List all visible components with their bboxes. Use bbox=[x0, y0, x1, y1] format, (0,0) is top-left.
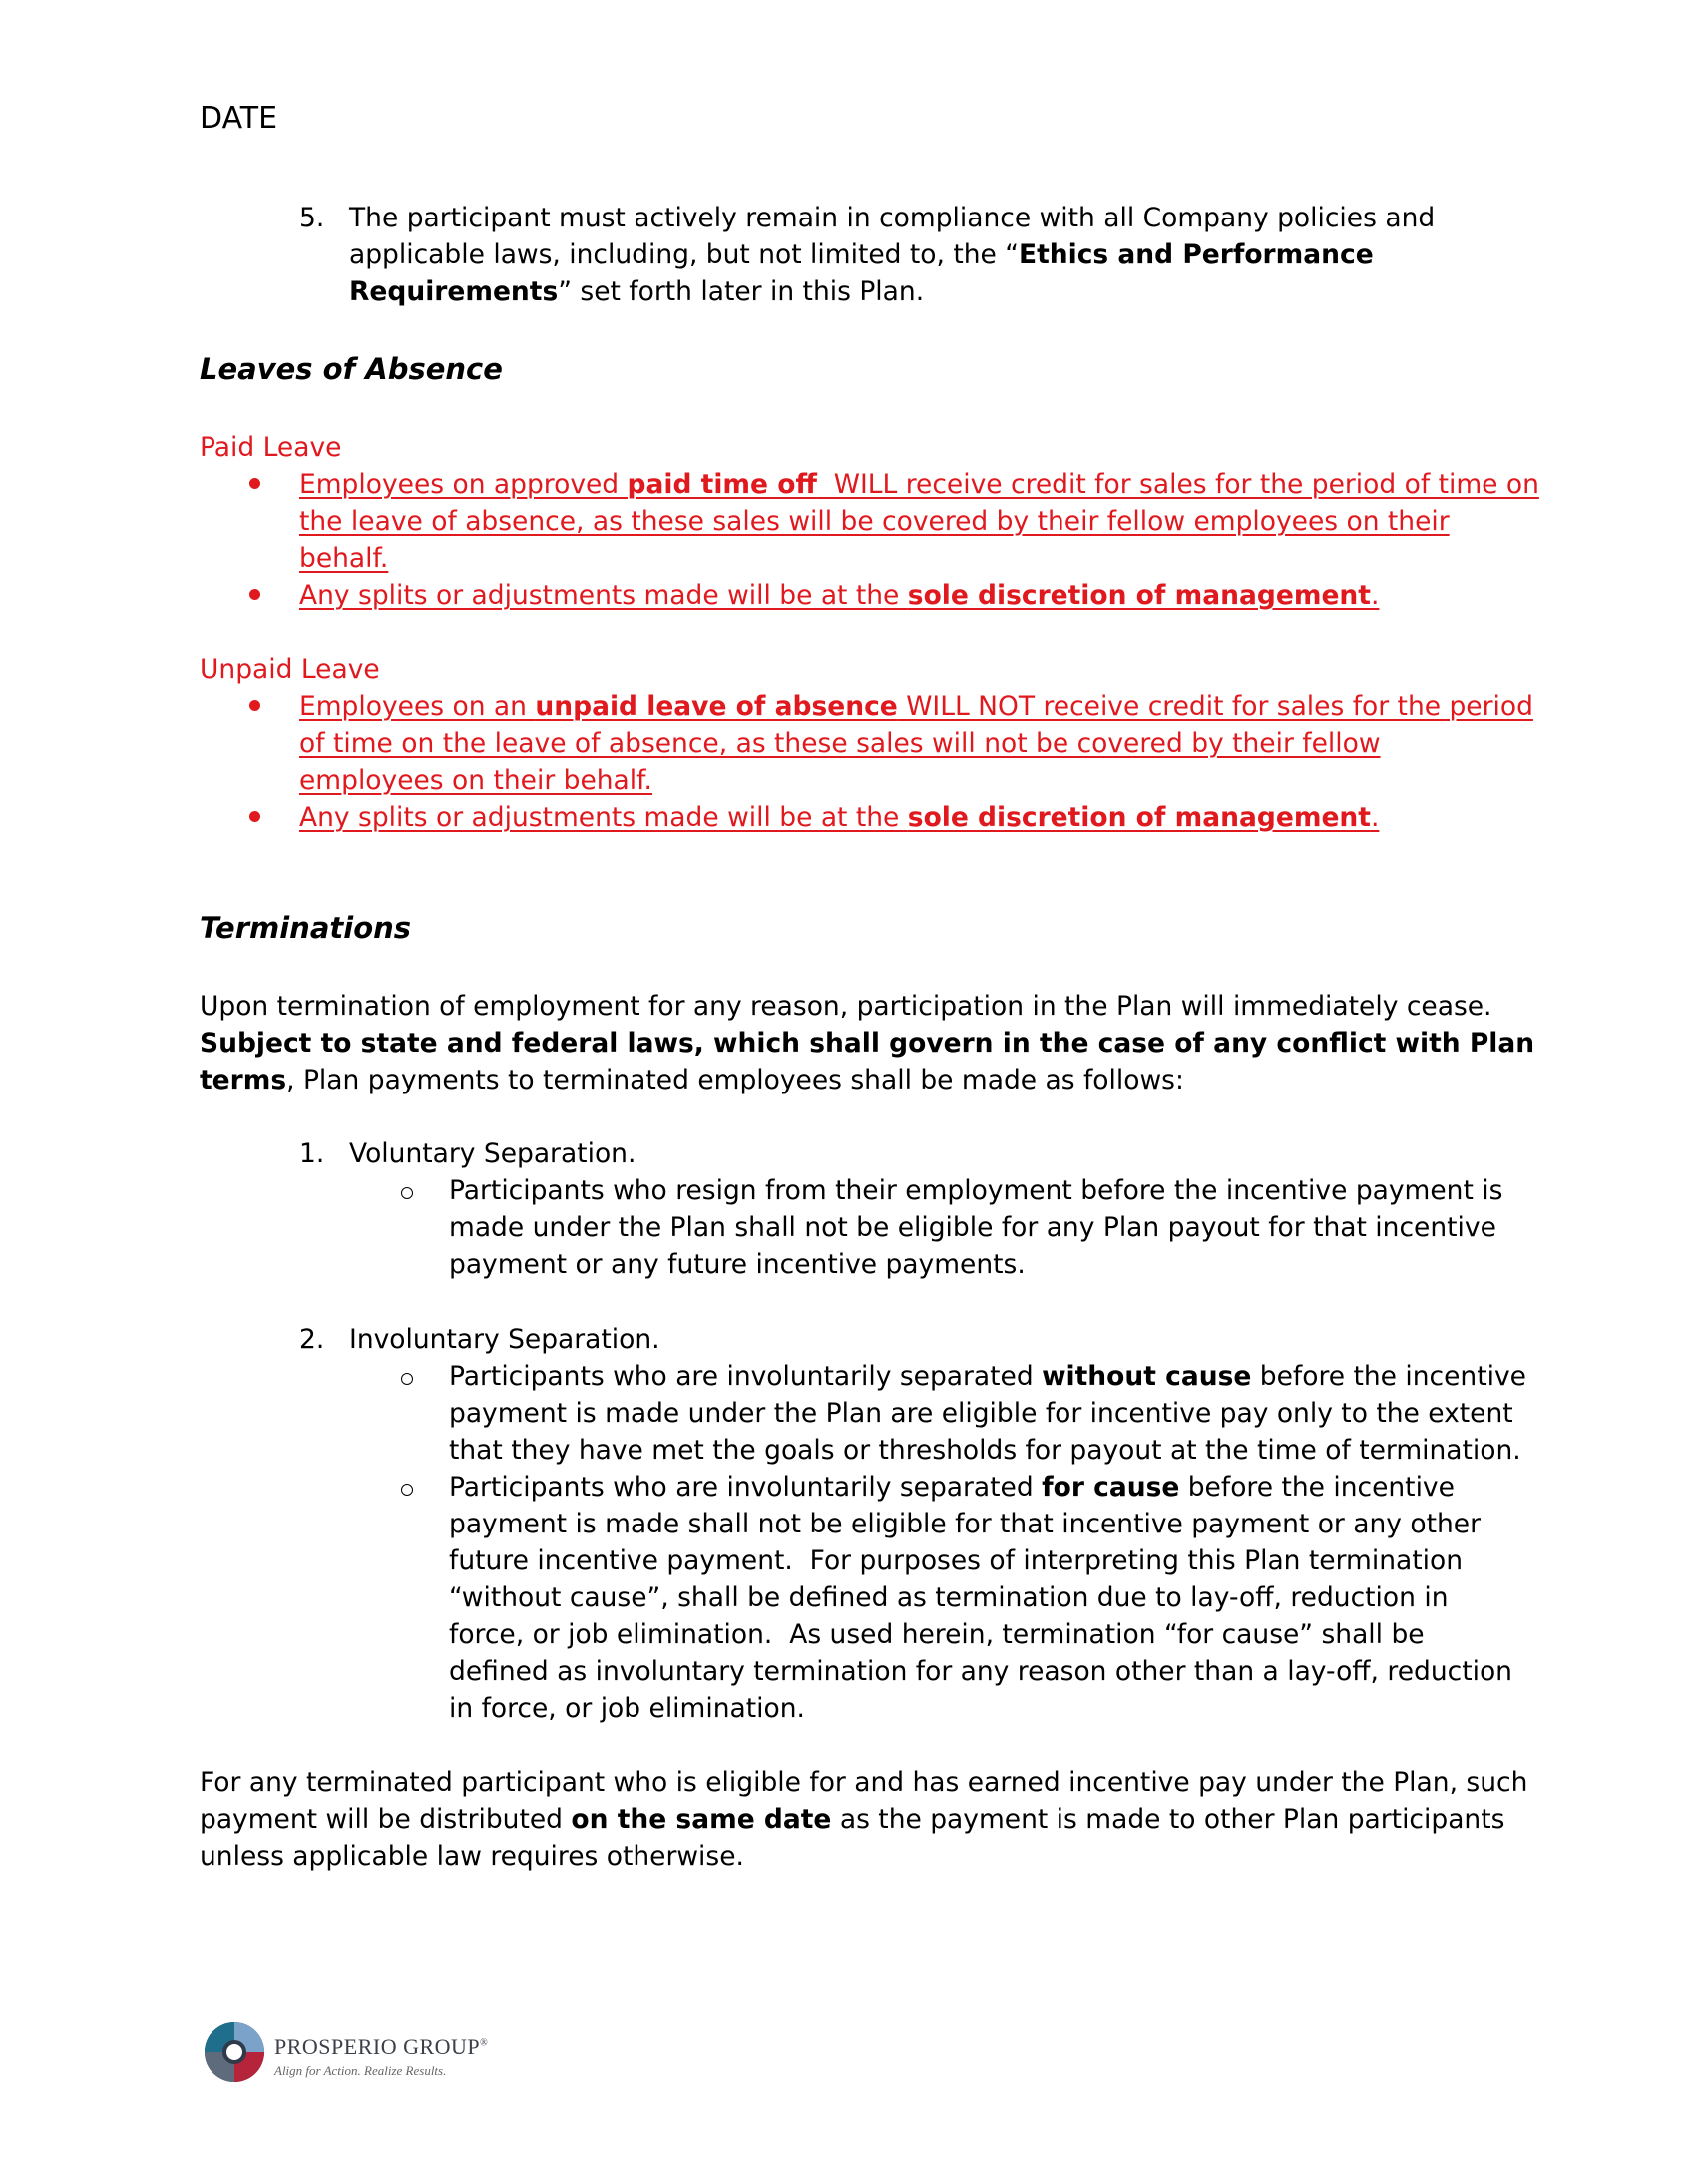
ethics-requirements-bold-1: Ethics and Performance bbox=[1018, 239, 1374, 270]
for-cause-line-6: defined as involuntary termination for any reason other than a lay-off, reduction bbox=[449, 1656, 1512, 1687]
unpaid-leave-bullet-2: Any splits or adjustments made will be at the sole discretion of management. bbox=[299, 802, 1380, 833]
bullet-icon bbox=[249, 700, 260, 711]
without-cause-line-2: payment is made under the Plan are eligible for incentive pay only to the extent bbox=[449, 1398, 1513, 1429]
terminations-intro-line-1: Upon termination of employment for any reason, participation in the Plan will immediately cease. bbox=[200, 991, 1492, 1022]
paid-leave-bullet-1-line-3: behalf. bbox=[299, 543, 389, 574]
voluntary-title: Voluntary Separation. bbox=[349, 1138, 636, 1169]
circle-bullet-icon bbox=[401, 1484, 413, 1496]
item-5-line-2: applicable laws, including, but not limited to, the “Ethics and Performance bbox=[349, 239, 1374, 270]
terminations-intro-line-2: Subject to state and federal laws, which shall govern in the case of any conflict with Plan bbox=[200, 1028, 1535, 1059]
unpaid-leave-bullet-1-line-1: Employees on an unpaid leave of absence WILL NOT receive credit for sales for the period bbox=[299, 691, 1533, 722]
closing-line-3: unless applicable law requires otherwise. bbox=[200, 1841, 744, 1872]
terminations-intro-line-3: terms, Plan payments to terminated employees shall be made as follows: bbox=[200, 1065, 1184, 1095]
for-cause-line-7: in force, or job elimination. bbox=[449, 1693, 805, 1724]
paid-leave-bullet-2: Any splits or adjustments made will be at the sole discretion of management. bbox=[299, 580, 1380, 611]
terminations-heading: Terminations bbox=[200, 911, 412, 945]
involuntary-number: 2. bbox=[299, 1324, 325, 1355]
for-cause-line-1: Participants who are involuntarily separated for cause before the incentive bbox=[449, 1472, 1455, 1503]
closing-line-1: For any terminated participant who is eligible for and has earned incentive pay under the Plan, such bbox=[200, 1767, 1528, 1798]
involuntary-title: Involuntary Separation. bbox=[349, 1324, 660, 1355]
paid-leave-bullet-1-line-2: the leave of absence, as these sales will be covered by their fellow employees on their bbox=[299, 506, 1450, 537]
for-cause-line-4: “without cause”, shall be defined as termination due to lay-off, reduction in bbox=[449, 1582, 1449, 1613]
circle-bullet-icon bbox=[401, 1373, 413, 1385]
bullet-icon bbox=[249, 478, 260, 489]
item-5-line-3: Requirements” set forth later in this Plan. bbox=[349, 276, 925, 307]
voluntary-line-1: Participants who resign from their employment before the incentive payment is bbox=[449, 1175, 1503, 1206]
voluntary-number: 1. bbox=[299, 1138, 325, 1169]
voluntary-line-3: payment or any future incentive payments. bbox=[449, 1249, 1026, 1280]
for-cause-line-3: future incentive payment. For purposes of interpreting this Plan termination bbox=[449, 1545, 1463, 1576]
leaves-heading: Leaves of Absence bbox=[200, 352, 503, 386]
prosperio-group-logo bbox=[203, 2020, 502, 2090]
item-5-line-1: The participant must actively remain in compliance with all Company policies and bbox=[349, 203, 1436, 233]
logo-mark-icon bbox=[203, 2020, 266, 2084]
unpaid-leave-bullet-1-line-2: of time on the leave of absence, as these sales will not be covered by their fellow bbox=[299, 728, 1381, 759]
closing-line-2: payment will be distributed on the same date as the payment is made to other Plan participants bbox=[200, 1804, 1505, 1835]
header-date: DATE bbox=[200, 101, 278, 136]
logo-name: PROSPERIO GROUP® bbox=[274, 2034, 489, 2059]
bullet-icon bbox=[249, 589, 260, 600]
logo-tagline: Align for Action. Realize Results. bbox=[274, 2063, 447, 2078]
for-cause-line-5: force, or job elimination. As used herein, termination “for cause” shall be bbox=[449, 1619, 1425, 1650]
ethics-requirements-bold-2: Requirements bbox=[349, 276, 559, 307]
unpaid-leave-bullet-1-line-3: employees on their behalf. bbox=[299, 765, 652, 796]
voluntary-line-2: made under the Plan shall not be eligible for any Plan payout for that incentive bbox=[449, 1212, 1496, 1243]
item-5-number: 5. bbox=[299, 203, 325, 233]
circle-bullet-icon bbox=[401, 1187, 413, 1199]
without-cause-line-1: Participants who are involuntarily separated without cause before the incentive bbox=[449, 1361, 1526, 1392]
without-cause-line-3: that they have met the goals or thresholds for payout at the time of termination. bbox=[449, 1435, 1521, 1466]
bullet-icon bbox=[249, 811, 260, 822]
paid-leave-bullet-1-line-1: Employees on approved paid time off WILL receive credit for sales for the period of time on bbox=[299, 469, 1539, 500]
unpaid-leave-title: Unpaid Leave bbox=[200, 655, 380, 685]
paid-leave-title: Paid Leave bbox=[200, 432, 342, 463]
for-cause-line-2: payment is made shall not be eligible for that incentive payment or any other bbox=[449, 1509, 1481, 1539]
